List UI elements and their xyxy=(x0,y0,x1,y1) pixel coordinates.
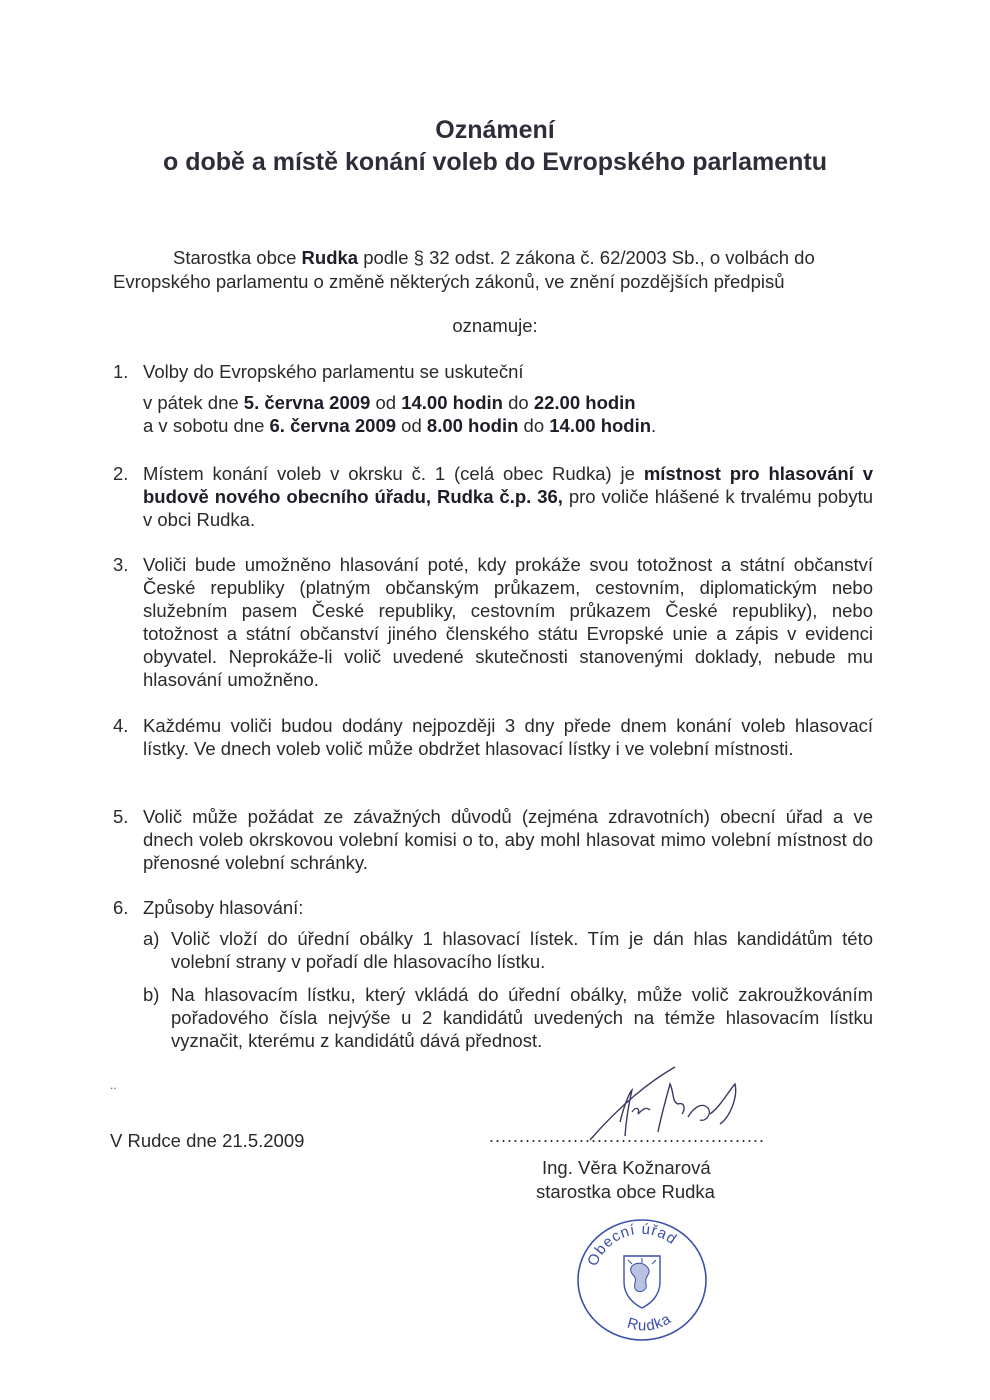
item-number: 2. xyxy=(113,463,129,484)
item-number: 1. xyxy=(113,361,129,382)
coat-of-arms-icon xyxy=(624,1256,660,1308)
item-number: 3. xyxy=(113,554,129,575)
sub-item-a: a) Volič vloží do úřední obálky 1 hlasovací lístek. Tím je dán hlas kandidátům této volební strany v pořadí dle hlasovacího lístku. xyxy=(143,928,873,972)
signatory-role: starostka obce Rudka xyxy=(536,1181,715,1202)
svg-text:Rudka xyxy=(625,1310,674,1334)
intro-paragraph: Starostka obce Rudka podle § 32 odst. 2 zákona č. 62/2003 Sb., o volbách do Evropského parlamentu o změně některých zákonů, ve znění pozdějších předpisů xyxy=(113,247,815,292)
list-item-6: 6. Způsoby hlasování: a) Volič vloží do úřední obálky 1 hlasovací lístek. Tím je dán hlas kandidátům této volební strany v pořadí dle hlasovacího lístku. b) Na hlasovacím lístku, který vkládá do úřední obálky, může volič zakroužkováním pořadového čísla nejvýše u 2 kandidátů uvedených na témže hlasovacím lístku vyznačit, kterému z kandidátů dává přednost. xyxy=(113,897,873,1051)
list-item-4: 4. Každému voliči budou dodány nejpozději 3 dny přede dnem konání voleb hlasovací lístky. Ve dnech voleb volič může obdržet hlasovací lístky i ve volební místnosti. xyxy=(113,715,873,759)
place-date: V Rudce dne 21.5.2009 xyxy=(110,1130,305,1151)
svg-text:Obecní úřad xyxy=(584,1221,680,1269)
stamp-bottom-text: Rudka xyxy=(625,1310,675,1335)
signatory-name: Ing. Věra Kožnarová xyxy=(542,1157,711,1178)
document-title: Oznámení xyxy=(435,116,555,144)
signature-line: .............................................. xyxy=(489,1126,766,1146)
document-subtitle: o době a místě konání voleb do Evropského parlamentu xyxy=(162,148,828,176)
item-number: 6. xyxy=(113,897,129,918)
polling-place: místnost pro hlasování v budově nového obecního úřadu, Rudka č.p. 36, xyxy=(143,463,873,507)
municipality-name: Rudka xyxy=(301,247,359,268)
signatory xyxy=(536,1156,736,1204)
small-dots: .. xyxy=(110,1078,117,1092)
list-item-2: 2. Místem konání voleb v okrsku č. 1 (celá obec Rudka) je místnost pro hlasování v budově nového obecního úřadu, Rudka č.p. 36, pro voliče hlášené k trvalému pobytu v obci Rudka. xyxy=(113,463,873,530)
list-item-1: 1. Volby do Evropského parlamentu se uskuteční v pátek dne 5. června 2009 od 14.00 hodin do 22.00 hodin a v sobotu dne 6. června 2009 od 8.00 hodin do 14.00 hodin. xyxy=(113,361,657,436)
item-number: 4. xyxy=(113,715,129,736)
list-item-5: 5. Volič může požádat ze závažných důvodů (zejména zdravotních) obecní úřad a ve dnech voleb okrskovou volební komisi o to, aby mohl hlasovat mimo volební místnost do přenosné volební schránky. xyxy=(113,806,873,873)
official-stamp xyxy=(572,1216,712,1346)
announce-word: oznamuje: xyxy=(452,315,538,336)
sub-item-b: b) Na hlasovacím lístku, který vkládá do úřední obálky, může volič zakroužkováním pořadového čísla nejvýše u 2 kandidátů uvedených na témže hlasovacím lístku vyznačit, kterému z kandidátů dává přednost. xyxy=(143,984,873,1051)
item-number: 5. xyxy=(113,806,129,827)
list-item-3: 3. Voliči bude umožněno hlasování poté, kdy prokáže svou totožnost a státní občanství České republiky (platným občanským průkazem, cestovním, diplomatickým nebo služebním pasem České republiky, cestovním průkazem České republiky), nebo totožnost a státní občanství jiného členského státu Evropské unie a zápis v evidenci obyvatel. Neprokáže-li volič uvedené skutečnosti stanovenými doklady, nebude mu hlasování umožněno. xyxy=(113,554,873,690)
stamp-top-text: Obecní úřad xyxy=(584,1220,681,1269)
